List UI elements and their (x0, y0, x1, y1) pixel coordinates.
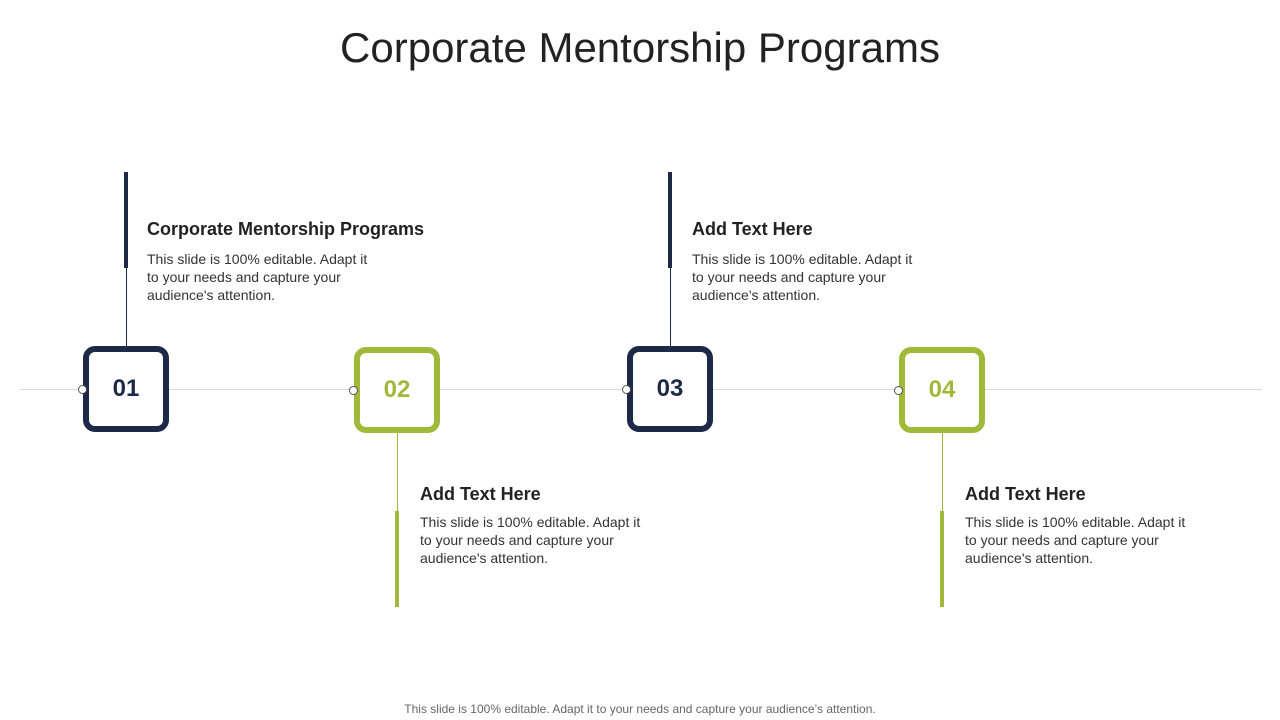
step-2-body: This slide is 100% editable. Adapt it to your needs and capture your audience's attention. (420, 514, 641, 566)
step-3-number-box (627, 346, 713, 432)
step-4-number: 04 (928, 376, 956, 403)
step-3-accent-bar (668, 172, 672, 268)
step-4-body: This slide is 100% editable. Adapt it to your needs and capture your audience's attention. (965, 514, 1186, 566)
step-2-accent-bar (395, 511, 399, 607)
step-3-dot (622, 385, 631, 394)
step-1-body: This slide is 100% editable. Adapt it to your needs and capture your audience's attention. (147, 251, 368, 303)
step-1-accent-bar (124, 172, 128, 268)
step-1-number-box (83, 346, 169, 432)
step-1-connector (126, 268, 127, 348)
step-1-number: 01 (112, 375, 140, 402)
step-2-connector (397, 433, 398, 513)
step-2-number: 02 (383, 376, 411, 403)
step-4-number-box (899, 347, 985, 433)
step-3-body: This slide is 100% editable. Adapt it to your needs and capture your audience's attention. (692, 251, 913, 303)
slide-title: Corporate Mentorship Programs (340, 24, 940, 71)
step-4-dot (894, 386, 903, 395)
step-3-connector (670, 268, 671, 348)
step-4-accent-bar (940, 511, 944, 607)
step-1-heading: Corporate Mentorship Programs (147, 219, 425, 239)
step-4-connector (942, 433, 943, 513)
step-2-number-box (354, 347, 440, 433)
step-4-heading: Add Text Here (965, 484, 1086, 504)
step-2-dot (349, 386, 358, 395)
step-3-heading: Add Text Here (692, 219, 813, 239)
step-1-dot (78, 385, 87, 394)
step-3-number: 03 (656, 375, 684, 402)
footer-note: This slide is 100% editable. Adapt it to your needs and capture your audience’s attention. (404, 702, 876, 716)
step-2-heading: Add Text Here (420, 484, 541, 504)
